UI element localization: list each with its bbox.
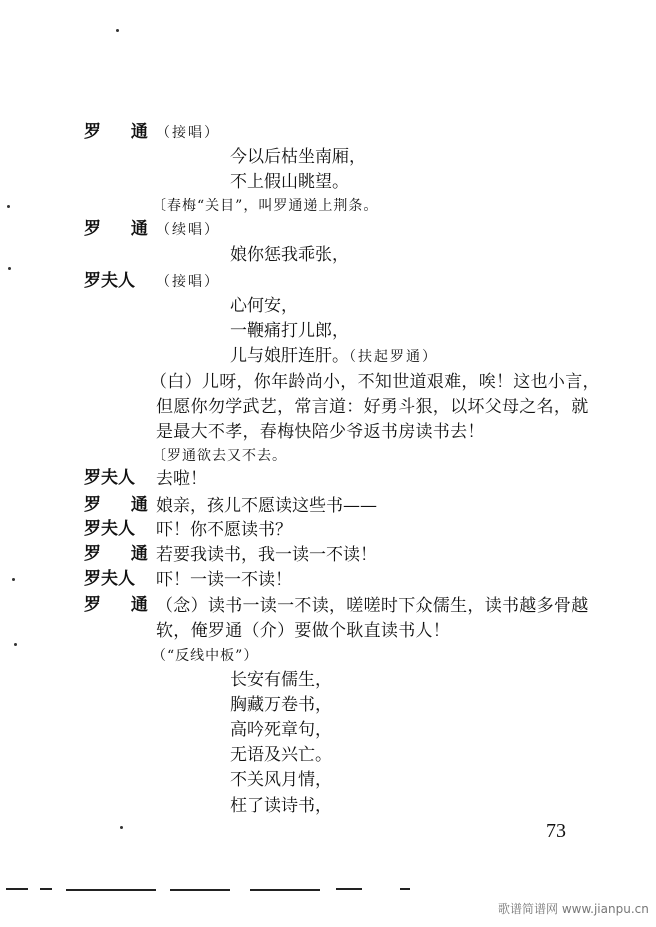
tune-marker: （“反线中板”） bbox=[152, 648, 259, 664]
scan-mark bbox=[250, 889, 320, 891]
lyric-line: 娘你惩我乖张， bbox=[230, 245, 349, 265]
page-number: 73 bbox=[546, 820, 566, 842]
scan-mark bbox=[170, 889, 230, 891]
lyric-line: 枉了读诗书， bbox=[230, 796, 332, 816]
scan-speck bbox=[12, 578, 15, 581]
scan-speck bbox=[116, 29, 119, 32]
lyric-line: 高吟死章句， bbox=[230, 720, 332, 740]
spoken-line: 吓！一读一不读！ bbox=[156, 570, 292, 590]
lyric-text: 儿与娘肝连肝。 bbox=[230, 346, 349, 366]
speaker-madame-luo: 罗夫人 bbox=[84, 569, 135, 589]
spoken-line: （念）读书一读一不读，嗟嗟时下众儒生，读书越多骨越 bbox=[156, 596, 589, 616]
scan-mark bbox=[66, 889, 156, 891]
stage-direction: （接唱） bbox=[156, 125, 220, 141]
scan-mark bbox=[6, 888, 28, 890]
speaker-luotong: 罗 通 bbox=[84, 544, 160, 564]
lyric-line bbox=[230, 345, 438, 368]
spoken-line: 但愿你勿学武艺，常言道：好勇斗狠，以坏父母之名，就 bbox=[156, 397, 589, 417]
scan-mark bbox=[336, 888, 362, 890]
speaker-madame-luo: 罗夫人 bbox=[84, 271, 135, 291]
stage-direction: （接唱） bbox=[156, 274, 220, 290]
scan-speck bbox=[120, 826, 123, 829]
speaker-luotong: 罗 通 bbox=[84, 595, 160, 615]
scan-mark bbox=[40, 888, 52, 890]
lyric-line: 心何安， bbox=[230, 296, 298, 316]
watermark: 歌谱简谱网 www.jianpu.cn bbox=[498, 902, 649, 916]
speaker-madame-luo: 罗夫人 bbox=[84, 519, 135, 539]
spoken-line: 去啦！ bbox=[156, 469, 207, 489]
lyric-line: 不上假山眺望。 bbox=[230, 172, 349, 192]
spoken-line: 吓！你不愿读书？ bbox=[156, 520, 292, 540]
stage-direction: 〔春梅“关目”，叫罗通递上荆条。 bbox=[152, 198, 379, 214]
spoken-line: 娘亲，孩儿不愿读这些书—— bbox=[156, 496, 377, 516]
stage-direction: 〔罗通欲去又不去。 bbox=[152, 448, 287, 464]
lyric-line: 胸藏万卷书， bbox=[230, 695, 332, 715]
scan-speck bbox=[14, 643, 17, 646]
scan-mark bbox=[400, 888, 410, 890]
scan-speck bbox=[8, 267, 11, 270]
speaker-luotong: 罗 通 bbox=[84, 122, 160, 142]
lyric-line: 一鞭痛打儿郎， bbox=[230, 321, 349, 341]
speaker-luotong: 罗 通 bbox=[84, 219, 160, 239]
spoken-line: 是最大不孝，春梅快陪少爷返书房读书去！ bbox=[156, 422, 485, 442]
spoken-line: 若要我读书，我一读一不读！ bbox=[156, 545, 377, 565]
speaker-luotong: 罗 通 bbox=[84, 495, 160, 515]
lyric-line: 长安有儒生， bbox=[230, 670, 332, 690]
spoken-line: 软，俺罗通（介）要做个耿直读书人！ bbox=[156, 621, 451, 641]
speaker-madame-luo: 罗夫人 bbox=[84, 468, 135, 488]
lyric-line: 今以后枯坐南厢， bbox=[230, 147, 366, 167]
stage-direction: （扶起罗通） bbox=[349, 349, 438, 365]
spoken-line: （白）儿呀，你年龄尚小，不知世道艰难，唉！这也小言， bbox=[150, 372, 600, 392]
lyric-line: 不关风月情， bbox=[230, 770, 332, 790]
lyric-line: 无语及兴亡。 bbox=[230, 745, 332, 765]
scan-speck bbox=[7, 205, 10, 208]
stage-direction: （续唱） bbox=[156, 222, 220, 238]
